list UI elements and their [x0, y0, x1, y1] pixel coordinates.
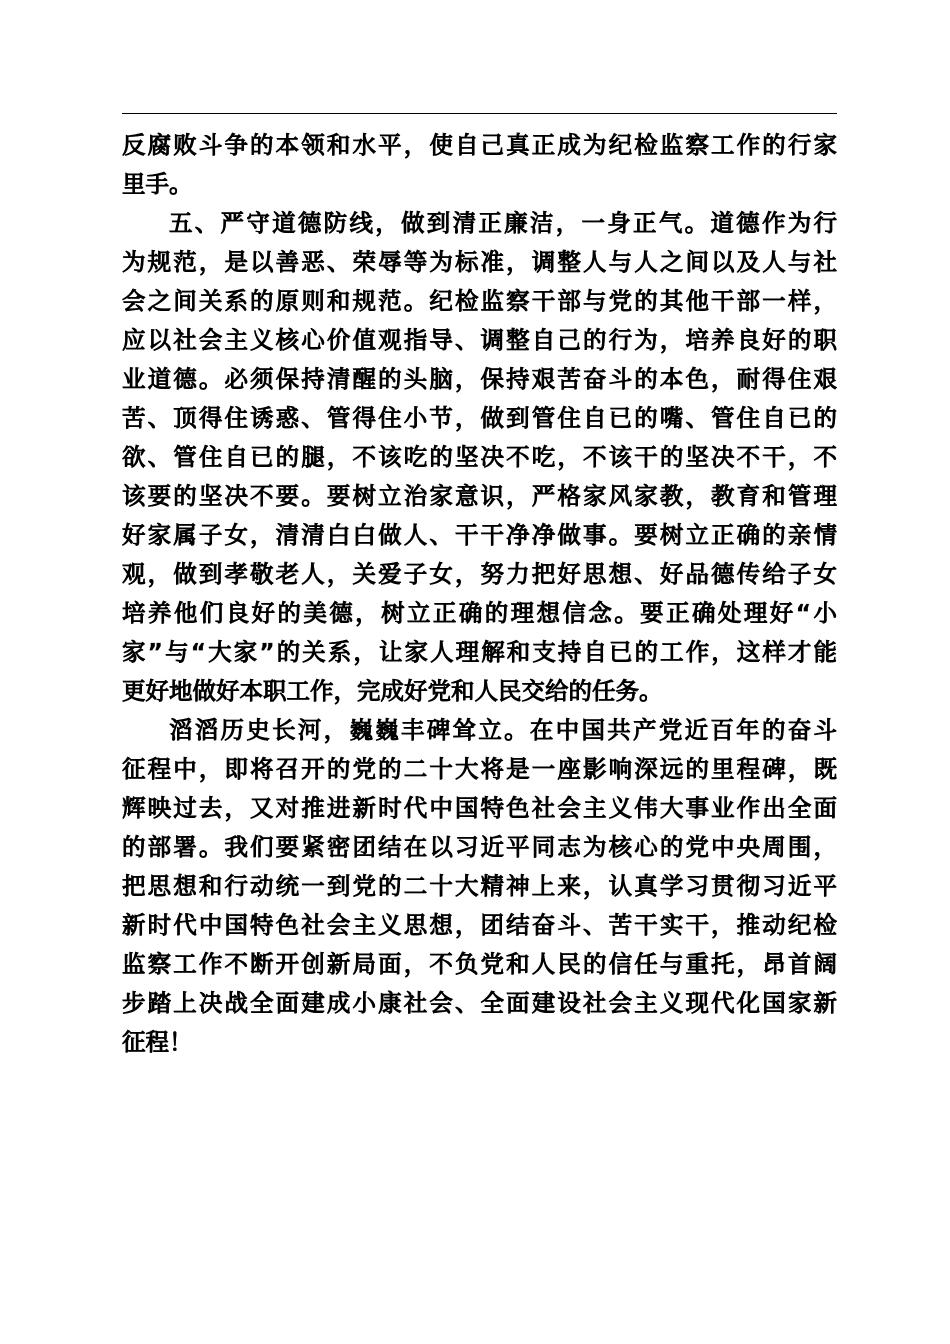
paragraph-1-line-1: 反腐败斗争的本领和水平，使自己真正成为纪检监察工作的行家 [122, 131, 837, 159]
paragraph-3-line-3: 辉映过去，又对推进新时代中国特色社会主义伟大事业作出全面 [122, 794, 837, 822]
paragraph-2-line-4: 应以社会主义核心价值观指导、调整自己的行为，培养良好的职 [122, 326, 837, 354]
paragraph-3-line-1: 滔滔历史长河，巍巍丰碑耸立。在中国共产党近百年的奋斗 [169, 716, 837, 744]
paragraph-3-line-9: 征程！ [122, 1028, 193, 1056]
paragraph-1-line-2: 里手。 [122, 170, 193, 198]
paragraph-2-line-2: 为规范，是以善恶、荣辱等为标准，调整人与人之间以及人与社 [122, 248, 837, 276]
paragraph-3-line-7: 监察工作不断开创新局面，不负党和人民的信任与重托，昂首阔 [122, 950, 837, 978]
paragraph-2-line-5: 业道德。必须保持清醒的头脑，保持艰苦奋斗的本色，耐得住艰 [122, 365, 837, 393]
paragraph-2-line-12: 家”与“大家”的关系，让家人理解和支持自已的工作，这样才能 [122, 638, 837, 666]
paragraph-2-line-9: 好家属子女，清清白白做人、干干净净做事。要树立正确的亲情 [122, 521, 837, 549]
paragraph-2-line-3: 会之间关系的原则和规范。纪检监察干部与党的其他干部一样， [122, 287, 837, 315]
paragraph-3-line-8: 步踏上决战全面建成小康社会、全面建设社会主义现代化国家新 [122, 989, 837, 1017]
paragraph-2-line-6: 苦、顶得住诱惑、管得住小节，做到管住自已的嘴、管住自已的 [122, 404, 837, 432]
paragraph-3-line-6: 新时代中国特色社会主义思想，团结奋斗、苦干实干，推动纪检 [122, 911, 837, 939]
paragraph-2-line-10: 观，做到孝敬老人，关爱子女，努力把好思想、好品德传给子女 [122, 560, 837, 588]
paragraph-2-line-11: 培养他们良好的美德，树立正确的理想信念。要正确处理好“小 [122, 599, 837, 627]
header-rule [122, 113, 837, 114]
body-text [122, 126, 837, 1062]
paragraph-2-line-13: 更好地做好本职工作，完成好党和人民交给的任务。 [122, 677, 663, 705]
paragraph-3-line-4: 的部署。我们要紧密团结在以习近平同志为核心的党中央周围， [122, 833, 837, 861]
paragraph-2-line-7: 欲、管住自已的腿，不该吃的坚决不吃，不该干的坚决不干，不 [122, 443, 837, 471]
paragraph-2-line-1: 五、严守道德防线，做到清正廉洁，一身正气。道德作为行 [169, 209, 837, 237]
paragraph-3-line-2: 征程中，即将召开的党的二十大将是一座影响深远的里程碑，既 [122, 755, 837, 783]
paragraph-3-line-5: 把思想和行动统一到党的二十大精神上来，认真学习贯彻习近平 [122, 872, 837, 900]
paragraph-2-line-8: 该要的坚决不要。要树立治家意识，严格家风家教，教育和管理 [122, 482, 837, 510]
